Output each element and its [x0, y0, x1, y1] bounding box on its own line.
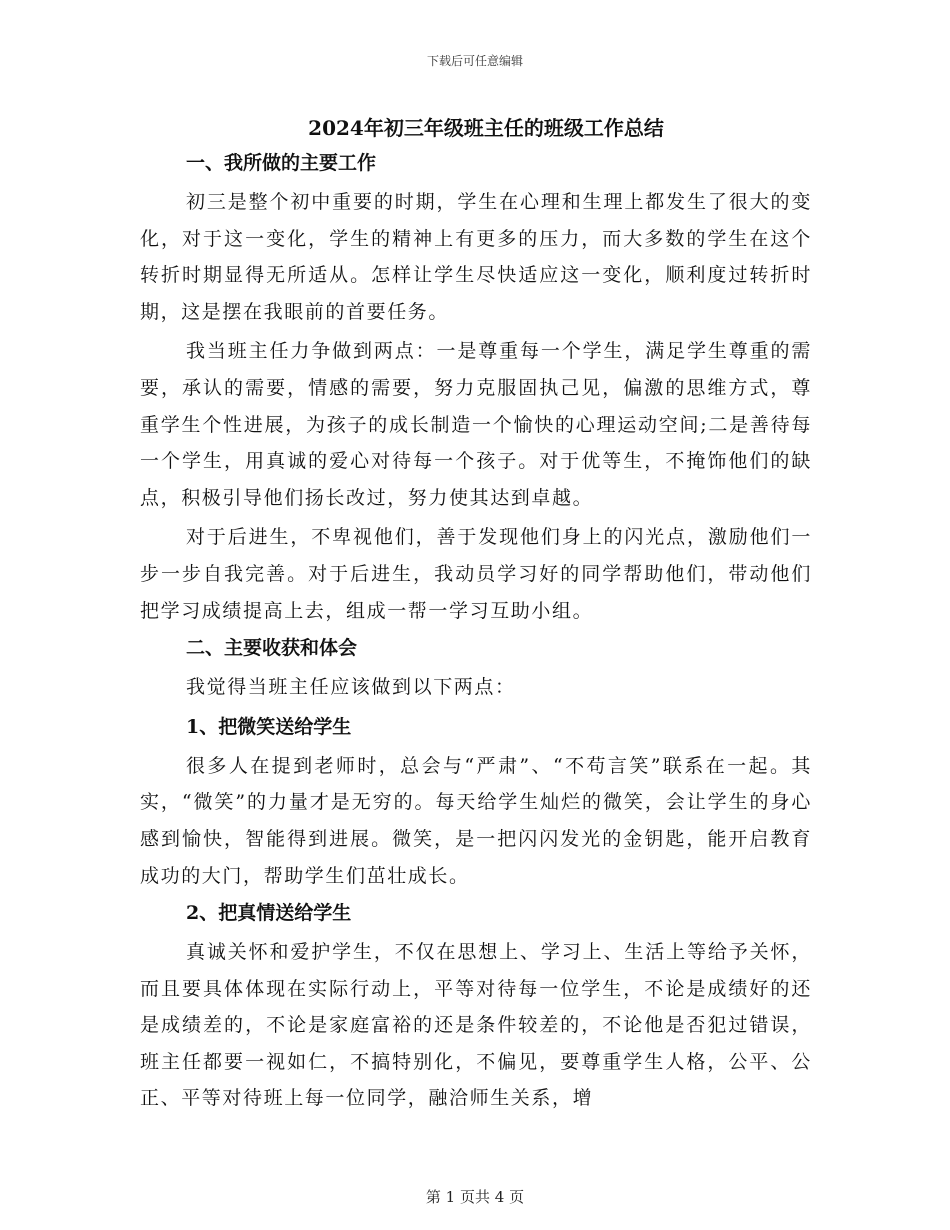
section-heading-gains: 二、主要收获和体会 — [186, 637, 358, 660]
section-heading-main-work: 一、我所做的主要工作 — [186, 152, 377, 174]
paragraph: 我当班主任力争做到两点：一是尊重每一个学生，满足学生尊重的需要，承认的需要，情感的需要，努力克服固执己见，偏激的思维方式，尊重学生个性进展，为孩子的成长制造一个愉快的心理运动空间;二是善待每一个学生，用真诚的爱心对待每一个孩子。对于优等生，不掩饰他们的缺点，积极引导他们扬长改过，努力使其达到卓越。 — [140, 340, 812, 509]
subheading-smile: 1、把微笑送给学生 — [186, 715, 352, 738]
paragraph: 真诚关怀和爱护学生，不仅在思想上、学习上、生活上等给予关怀，而且要具体体现在实际行动上，平等对待每一位学生，不论是成绩好的还是成绩差的，不论是家庭富裕的还是条件较差的，不论他是否犯过错误，班主任都要一视如仁，不搞特别化，不偏见，要尊重学生人格，公平、公正、平等对待班上每一位同学，融洽师生关系，增 — [140, 941, 812, 1110]
paragraph: 初三是整个初中重要的时期，学生在心理和生理上都发生了很大的变化，对于这一变化，学生的精神上有更多的压力，而大多数的学生在这个转折时期显得无所适从。怎样让学生尽快适应这一变化，顺利度过转折时期，这是摆在我眼前的首要任务。 — [140, 191, 812, 323]
paragraph: 对于后进生，不卑视他们，善于发现他们身上的闪光点，激励他们一步一步自我完善。对于后进生，我动员学习好的同学帮助他们，带动他们把学习成绩提高上去，组成一帮一学习互助小组。 — [140, 526, 812, 622]
document-title: 2024年初三年级班主任的班级工作总结 — [308, 116, 664, 140]
subheading-sincerity: 2、把真情送给学生 — [186, 902, 352, 925]
page-footer: 第 1 页共 4 页 — [425, 1188, 525, 1206]
document-body — [140, 112, 812, 1120]
paragraph: 我觉得当班主任应该做到以下两点： — [186, 676, 516, 699]
paragraph: 很多人在提到老师时，总会与“严肃”、“不苟言笑”联系在一起。其实，“微笑”的力量才是无穷的。每天给学生灿烂的微笑，会让学生的身心感到愉快，智能得到进展。微笑，是一把闪闪发光的金钥匙，能开启教育成功的大门，帮助学生们茁壮成长。 — [140, 754, 812, 887]
header-note: 下载后可任意编辑 — [426, 54, 523, 68]
